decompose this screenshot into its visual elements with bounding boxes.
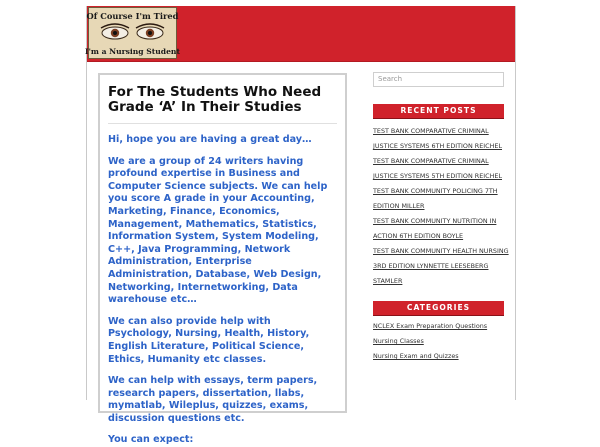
post-paragraph: Hi, hope you are having a great day… xyxy=(108,134,312,145)
search-input[interactable]: Search xyxy=(373,72,504,87)
post-paragraph: We can also provide help with Psychology, Nursing, Health, History, English Literature, Political Science, Ethics, Humanity etc classes. xyxy=(108,315,310,365)
recent-post-link[interactable]: EDITION MILLER xyxy=(373,202,425,210)
recent-post-link[interactable]: TEST BANK COMMUNITY NUTRITION IN xyxy=(373,217,497,225)
recent-posts-title: RECENT POSTS xyxy=(373,104,504,119)
category-link[interactable]: NCLEX Exam Preparation Questions xyxy=(373,322,488,330)
post-paragraph: You can expect: xyxy=(108,434,194,446)
recent-post-link[interactable]: ACTION 6TH EDITION BOYLE xyxy=(373,232,464,240)
recent-posts-list xyxy=(373,124,509,289)
page-wrapper xyxy=(85,6,516,446)
main-post xyxy=(98,73,347,446)
post-paragraph: We are a group of 24 writers having profound expertise in Business and Computer Science subjects. We can help you score A grade in your Accounting, Marketing, Finance, Economics, Management, Mathematics, Statistics, Information System, System Modeling, C++, Java Programming, Network Administration, Enterprise Administration, Database, Web Design, Networking, Internetworking, Data warehouse etc… xyxy=(108,155,328,306)
header-banner xyxy=(87,6,515,62)
recent-post-link[interactable]: TEST BANK COMPARATIVE CRIMINAL xyxy=(373,157,489,165)
recent-post-link[interactable]: TEST BANK COMMUNITY HEALTH NURSING xyxy=(373,247,509,255)
recent-post-link[interactable]: JUSTICE SYSTEMS 6TH EDITION REICHEL xyxy=(373,142,503,150)
recent-post-link[interactable]: JUSTICE SYSTEMS 5TH EDITION REICHEL xyxy=(373,172,503,180)
category-link[interactable]: Nursing Classes xyxy=(373,337,424,345)
site-logo[interactable] xyxy=(85,7,180,59)
categories-list xyxy=(373,319,504,364)
post-title-line2: Grade ‘A’ In Their Studies xyxy=(108,99,302,115)
logo-line2: I'm a Nursing Student xyxy=(85,47,180,56)
sidebar xyxy=(373,72,509,364)
recent-post-link[interactable]: TEST BANK COMPARATIVE CRIMINAL xyxy=(373,127,489,135)
post-content xyxy=(108,134,337,447)
logo-line1: Of Course I'm Tired xyxy=(86,11,179,21)
recent-post-link[interactable]: 3RD EDITION LYNNETTE LEESEBERG xyxy=(373,262,489,270)
title-divider xyxy=(108,123,337,124)
post-title-line1: For The Students Who Need xyxy=(108,84,322,100)
category-link[interactable]: Nursing Exam and Quizzes xyxy=(373,352,459,360)
recent-post-link[interactable]: STAMLER xyxy=(373,277,403,285)
post-title xyxy=(108,85,337,115)
recent-post-link[interactable]: TEST BANK COMMUNITY POLICING 7TH xyxy=(373,187,498,195)
categories-title: CATEGORIES xyxy=(373,301,504,316)
post-paragraph: We can help with essays, term papers, research papers, dissertation, llabs, mymatlab, Wileplus, quizzes, exams, discussion questions etc. xyxy=(108,375,318,424)
